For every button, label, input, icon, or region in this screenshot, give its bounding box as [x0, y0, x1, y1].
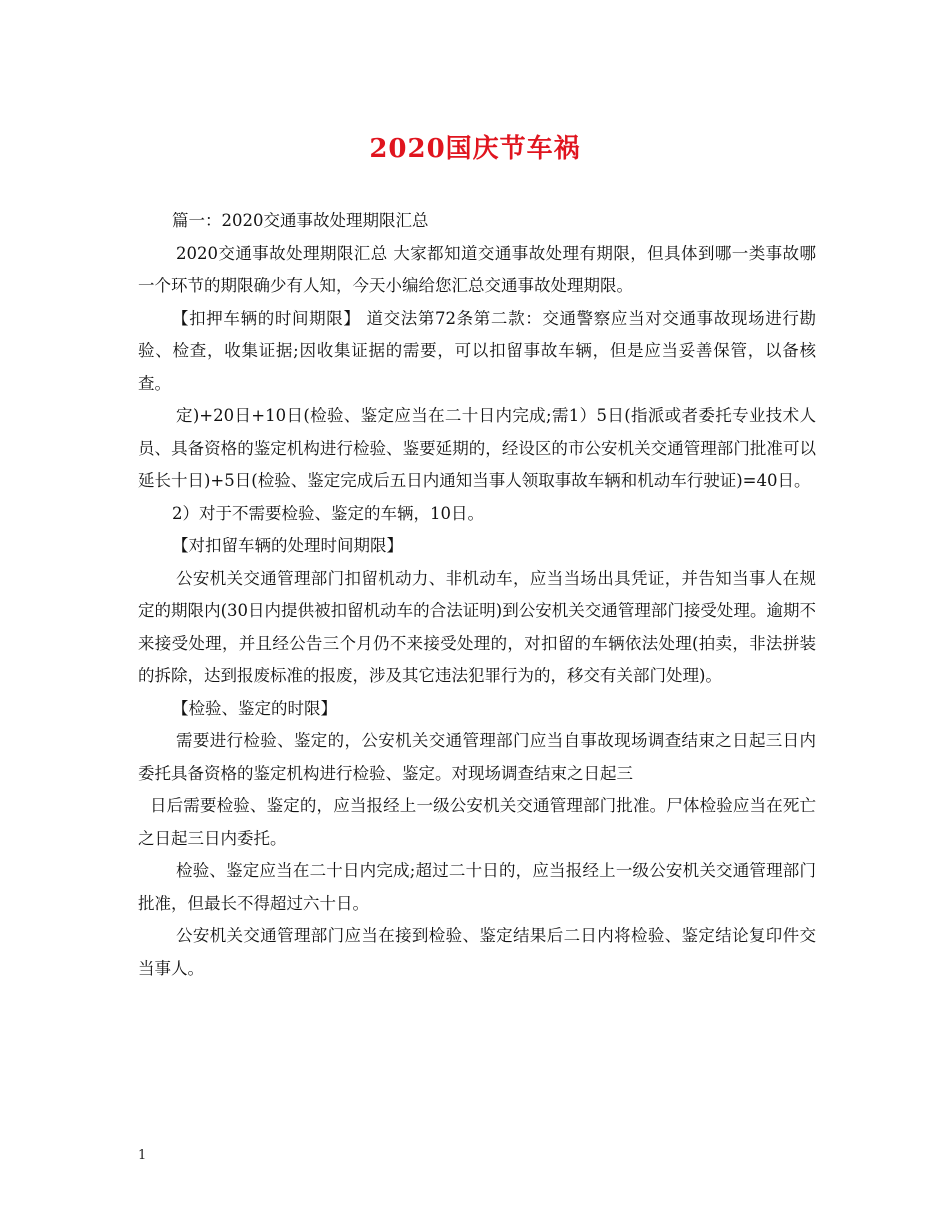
paragraph-4: 定)+20日+10日(检验、鉴定应当在二十日内完成;需1）5日(指派或者委托专业技术人员、具备资格的鉴定机构进行检验、鉴要延期的，经设区的市公安机关交通管理部门批准可以延长十日)+5日(检验、鉴定完成后五日内通知当事人领取事故车辆和机动车行驶证)=40日。: [138, 406, 816, 490]
paragraph-3: 【扣押车辆的时间期限】 道交法第72条第二款：交通警察应当对交通事故现场进行勘验、检查，收集证据;因收集证据的需要，可以扣留事故车辆，但是应当妥善保管，以备核查。: [138, 308, 816, 393]
paragraph-11: 检验、鉴定应当在二十日内完成;超过二十日的，应当报经上一级公安机关交通管理部门批准，但最长不得超过六十日。: [138, 861, 816, 913]
paragraph-8: 【检验、鉴定的时限】: [172, 698, 337, 718]
paragraph-6: 【对扣留车辆的处理时间期限】: [172, 536, 403, 555]
paragraph-12: 公安机关交通管理部门应当在接到检验、鉴定结果后二日内将检验、鉴定结论复印件交当事人。: [138, 926, 816, 978]
paragraph-9: 需要进行检验、鉴定的，公安机关交通管理部门应当自事故现场调查结束之日起三日内委托具备资格的鉴定机构进行检验、鉴定。对现场调查结束之日起三: [138, 731, 816, 783]
paragraph-1: 篇一：2020交通事故处理期限汇总: [172, 211, 429, 230]
page-number: 1: [138, 1148, 147, 1163]
paragraph-5: 2）对于不需要检验、鉴定的车辆，10日。: [172, 503, 484, 523]
paragraph-7: 公安机关交通管理部门扣留机动力、非机动车，应当当场出具凭证，并告知当事人在规定的期限内(30日内提供被扣留机动车的合法证明)到公安机关交通管理部门接受处理。逾期不来接受处理，并且经公告三个月仍不来接受处理的，对扣留的车辆依法处理(拍卖，非法拼装的拆除，达到报废标准的报废，涉及其它违法犯罪行为的，移交有关部门处理)。: [138, 568, 816, 685]
paragraph-10: 日后需要检验、鉴定的，应当报经上一级公安机关交通管理部门批准。尸体检验应当在死亡之日起三日内委托。: [138, 796, 816, 848]
paragraph-2: 2020交通事故处理期限汇总 大家都知道交通事故处理有期限，但具体到哪一类事故哪一个环节的期限确少有人知，今天小编给您汇总交通事故处理期限。: [138, 243, 816, 295]
document-title: 2020国庆节车祸: [369, 134, 581, 164]
document-body: [138, 205, 816, 985]
